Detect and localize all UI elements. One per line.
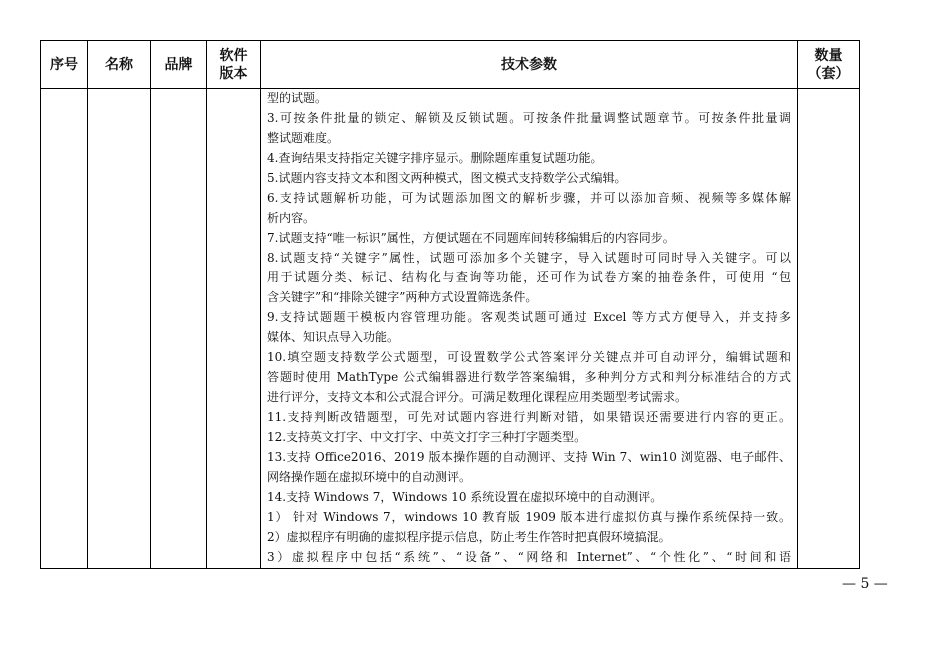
spec-line: 型的试题。 <box>267 91 328 105</box>
cell-technical-parameters <box>261 89 798 569</box>
table-row <box>41 89 860 569</box>
cell-software-version <box>207 89 261 569</box>
spec-line: 进行评分，支持文本和公式混合评分。可满足数理化课程应用类题型考试需求。 <box>267 390 688 405</box>
header-quantity <box>798 41 860 89</box>
spec-line: 含关键字”和“排除关键字”两种方式设置筛选条件。 <box>267 290 538 305</box>
spec-line: 4.查询结果支持指定关键字排序显示。删除题库重复试题功能。 <box>267 150 603 165</box>
cell-serial-number <box>41 89 88 569</box>
header-technical-parameters: 技术参数 <box>261 41 798 89</box>
header-serial-number: 序号 <box>41 41 88 89</box>
header-quantity-line1: 数量 <box>814 47 843 64</box>
header-software-version-line2: 版本 <box>219 65 248 82</box>
spec-line: 10.填空题支持数学公式题型，可设置数学公式答案评分关键点并可自动评分，编辑试题和 <box>267 350 791 365</box>
header-software-version-line1: 软件 <box>219 47 248 64</box>
spec-line: 3）虚拟程序中包括“系统”、“设备”、“网络和 Internet”、“个性化”、“时间和语 <box>267 549 791 564</box>
header-brand: 品牌 <box>151 41 207 89</box>
table-header-row <box>41 41 860 89</box>
cell-name <box>88 89 151 569</box>
spec-line: 14.支持 Windows 7，Windows 10 系统设置在虚拟环境中的自动测评。 <box>267 489 663 504</box>
spec-line: 整试题难度。 <box>267 130 340 145</box>
spec-line: 5.试题内容支持文本和图文两种模式，图文模式支持数学公式编辑。 <box>267 170 627 185</box>
spec-line: 1） 针对 Windows 7，windows 10 教育版 1909 版本进行虚拟仿真与操作系统保持一致。 <box>267 509 791 524</box>
spec-line: 6.支持试题解析功能，可为试题添加图文的解析步骤，并可以添加音频、视频等多媒体解 <box>267 190 791 205</box>
cell-quantity <box>798 89 860 569</box>
spec-line: 媒体、知识点导入功能。 <box>267 330 400 345</box>
spec-line: 2）虚拟程序有明确的虚拟程序提示信息，防止考生作答时把真假环境搞混。 <box>267 529 671 544</box>
spec-line: 12.支持英文打字、中文打字、中英文打字三种打字题类型。 <box>267 429 587 444</box>
page-number: — 5 — <box>842 576 888 592</box>
header-name: 名称 <box>88 41 151 89</box>
spec-line: 13.支持 Office2016、2019 版本操作题的自动测评、支持 Win 7、win10 浏览器、电子邮件、 <box>267 449 791 464</box>
spec-line: 答题时使用 MathType 公式编辑器进行数学答案编辑，多种判分方式和判分标准结合的方式 <box>267 370 791 385</box>
spec-line: 3.可按条件批量的锁定、解锁及反锁试题。可按条件批量调整试题章节。可按条件批量调 <box>267 110 791 125</box>
spec-line: 网络操作题在虚拟环境中的自动测评。 <box>267 469 472 484</box>
spec-line: 析内容。 <box>267 210 316 225</box>
spec-line: 8.试题支持“关键字”属性，试题可添加多个关键字，导入试题时可同时导入关键字。可以 <box>267 250 791 265</box>
spec-line: 9.支持试题题干模板内容管理功能。客观类试题可通过 Excel 等方式方便导入，并支持多 <box>267 310 791 325</box>
spec-line: 用于试题分类、标记、结构化与查询等功能，还可作为试卷方案的抽卷条件，可使用 “包 <box>267 270 791 285</box>
spec-table <box>40 40 860 569</box>
cell-brand <box>151 89 207 569</box>
spec-line: 11.支持判断改错题型，可先对试题内容进行判断对错，如果错误还需要进行内容的更正。 <box>267 410 791 424</box>
header-software-version <box>207 41 261 89</box>
header-quantity-line2: （套） <box>807 65 850 82</box>
spec-line: 7.试题支持“唯一标识”属性，方便试题在不同题库间转移编辑后的内容同步。 <box>267 230 675 245</box>
